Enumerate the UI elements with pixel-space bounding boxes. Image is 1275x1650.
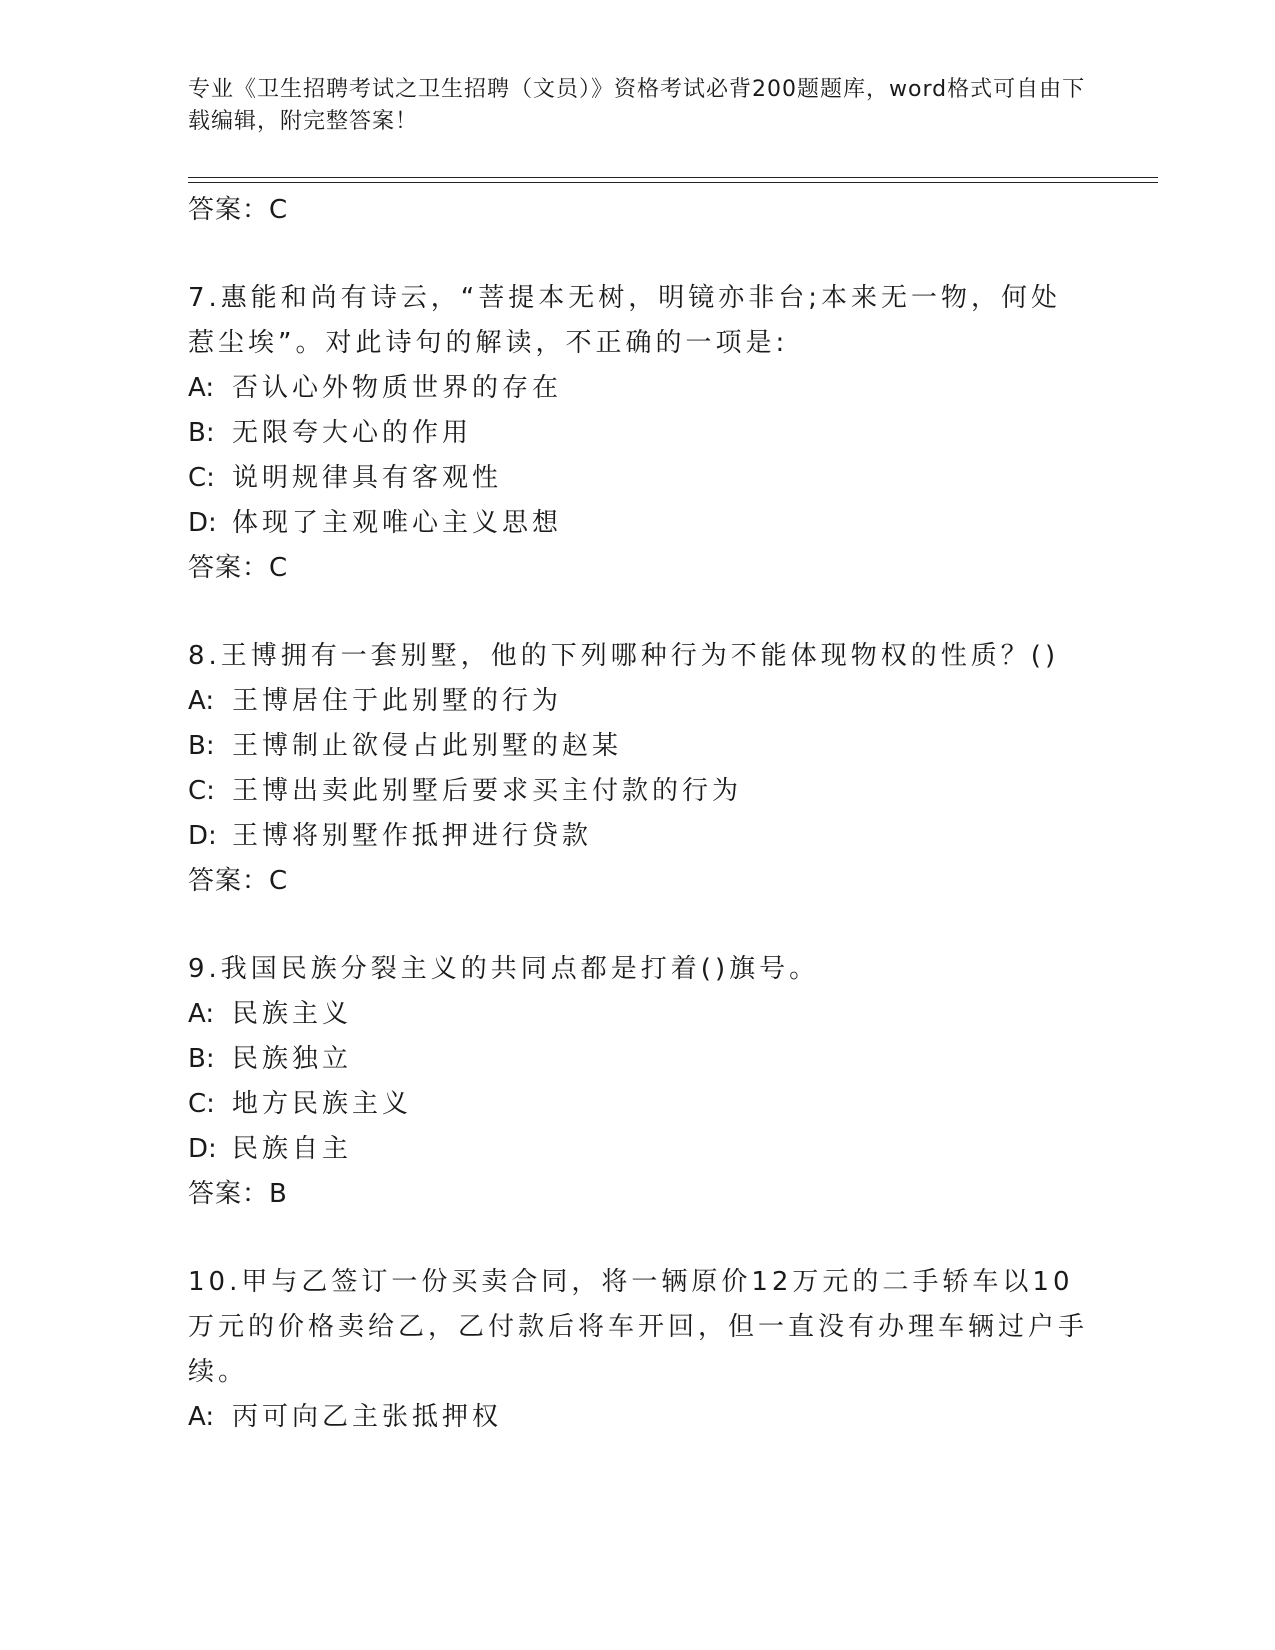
answer-line: 答案：C bbox=[188, 866, 289, 896]
question-7 bbox=[188, 276, 1088, 588]
option-text: 地方民族主义 bbox=[232, 1089, 413, 1119]
option-d bbox=[188, 814, 1088, 859]
option-a bbox=[188, 1395, 1088, 1440]
option-text: 民族独立 bbox=[232, 1044, 353, 1074]
option-key: A: bbox=[188, 686, 215, 716]
option-key: C: bbox=[188, 1089, 215, 1119]
option-a bbox=[188, 992, 1088, 1037]
option-text: 民族主义 bbox=[232, 999, 353, 1029]
option-c bbox=[188, 769, 1088, 814]
answer-line: 答案：C bbox=[188, 195, 289, 225]
option-b bbox=[188, 724, 1088, 769]
option-text: 王博制止欲侵占此别墅的赵某 bbox=[232, 731, 623, 761]
option-c bbox=[188, 456, 1088, 501]
question-stem: 8.王博拥有一套别墅，他的下列哪种行为不能体现物权的性质？() bbox=[188, 641, 1060, 671]
option-key: C: bbox=[188, 776, 215, 806]
option-key: D: bbox=[188, 821, 217, 851]
option-key: D: bbox=[188, 1134, 217, 1164]
option-a bbox=[188, 366, 1088, 411]
option-key: D: bbox=[188, 508, 217, 538]
option-text: 体现了主观唯心主义思想 bbox=[232, 508, 563, 538]
question-stem: 7.惠能和尚有诗云，“菩提本无树，明镜亦非台;本来无一物，何处惹尘埃”。对此诗句的解读，不正确的一项是: bbox=[188, 283, 1062, 358]
question-9 bbox=[188, 947, 1088, 1214]
option-key: C: bbox=[188, 463, 215, 493]
answer-line: 答案：C bbox=[188, 553, 289, 583]
option-key: B: bbox=[188, 418, 215, 448]
question-stem: 10.甲与乙签订一份买卖合同，将一辆原价12万元的二手轿车以10万元的价格卖给乙，乙付款后将车开回，但一直没有办理车辆过户手续。 bbox=[188, 1267, 1089, 1387]
answer-line: 答案：B bbox=[188, 1179, 288, 1209]
option-b bbox=[188, 1037, 1088, 1082]
option-text: 王博居住于此别墅的行为 bbox=[232, 686, 563, 716]
option-b bbox=[188, 411, 1088, 456]
option-text: 说明规律具有客观性 bbox=[232, 463, 503, 493]
option-key: A: bbox=[188, 999, 215, 1029]
option-text: 丙可向乙主张抵押权 bbox=[232, 1402, 503, 1432]
document-header: 专业《卫生招聘考试之卫生招聘（文员）》资格考试必背200题题库，word格式可自由下载编辑，附完整答案！ bbox=[188, 77, 1086, 134]
option-text: 王博将别墅作抵押进行贷款 bbox=[232, 821, 593, 851]
option-text: 无限夸大心的作用 bbox=[232, 418, 473, 448]
option-key: A: bbox=[188, 373, 215, 403]
header-divider bbox=[188, 177, 1158, 183]
option-text: 民族自主 bbox=[232, 1134, 353, 1164]
option-d bbox=[188, 1127, 1088, 1172]
option-d bbox=[188, 501, 1088, 546]
option-text: 王博出卖此别墅后要求买主付款的行为 bbox=[232, 776, 743, 806]
option-key: B: bbox=[188, 731, 215, 761]
option-key: B: bbox=[188, 1044, 215, 1074]
option-key: A: bbox=[188, 1402, 215, 1432]
question-stem: 9.我国民族分裂主义的共同点都是打着()旗号。 bbox=[188, 954, 820, 984]
option-c bbox=[188, 1082, 1088, 1127]
question-10 bbox=[188, 1260, 1088, 1440]
option-a bbox=[188, 679, 1088, 724]
question-8 bbox=[188, 634, 1088, 901]
document-body bbox=[188, 190, 1088, 1440]
option-text: 否认心外物质世界的存在 bbox=[232, 373, 563, 403]
